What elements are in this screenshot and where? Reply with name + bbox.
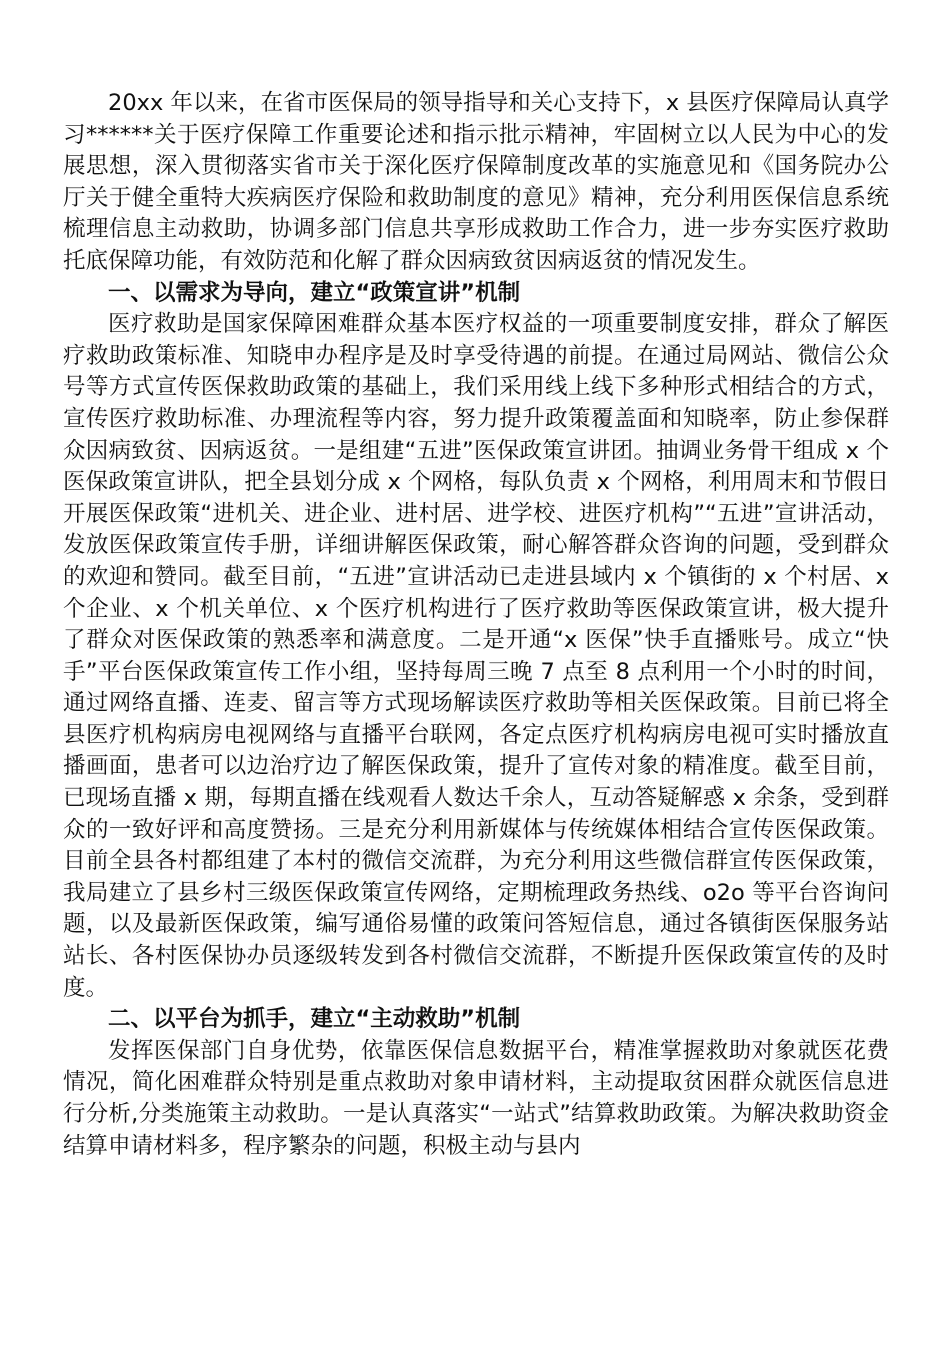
section-2-heading: 二、以平台为抓手，建立“主动救助”机制 — [108, 1006, 521, 1033]
section-1-body: 医疗救助是国家保障困难群众基本医疗权益的一项重要制度安排，群众了解医疗救助政策标准、知晓申办程序是及时享受待遇的前提。在通过局网站、微信公众号等方式宣传医保救助政策的基础上，我们采用线上线下多种形式相结合的方式，宣传医疗救助标准、办理流程等内容，努力提升政策覆盖面和知晓率，防止参保群众因病致贫、因病返贫。一是组建“五进”医保政策宣讲团。抽调业务骨干组成 x 个医保政策宣讲队，把全县划分成 x 个网格，每队负责 x 个网格，利用周末和节假日开展医保政策“进机关、进企业、进村居、进学校、进医疗机构”“五进”宣讲活动，发放医保政策宣传手册，详细讲解医保政策，耐心解答群众咨询的问题，受到群众的欢迎和赞同。截至目前，“五进”宣讲活动已走进县域内 x 个镇街的 x 个村居、x 个企业、x 个机关单位、x 个医疗机构进行了医疗救助等医保政策宣讲，极大提升了群众对医保政策的熟悉率和满意度。二是开通“x 医保”快手直播账号。成立“快手”平台医保政策宣传工作小组，坚持每周三晚 7 点至 8 点利用一个小时的时间，通过网络直播、连麦、留言等方式现场解读医疗救助等相关医保政策。目前已将全县医疗机构病房电视网络与直播平台联网，各定点医疗机构病房电视可实时播放直播画面，患者可以边治疗边了解医保政策，提升了宣传对象的精准度。截至目前，已现场直播 x 期，每期直播在线观看人数达千余人，互动答疑解惑 x 余条，受到群众的一致好评和高度赞扬。三是充分利用新媒体与传统媒体相结合宣传医保政策。目前全县各村都组建了本村的微信交流群，为充分利用这些微信群宣传医保政策，我局建立了县乡村三级医保政策宣传网络，定期梳理政务热线、o2o 等平台咨询问题，以及最新医保政策，编写通俗易懂的政策问答短信息，通过各镇街医保服务站站长、各村医保协办员逐级转发到各村微信交流群，不断提升医保政策宣传的及时度。 — [63, 311, 889, 1001]
section-1-heading: 一、以需求为导向，建立“政策宣讲”机制 — [108, 279, 521, 306]
intro-paragraph: 20xx 年以来，在省市医保局的领导指导和关心支持下，x 县医疗保障局认真学习******关于医疗保障工作重要论述和指示批示精神，牢固树立以人民为中心的发展思想，深入贯彻落实省市关于深化医疗保障制度改革的实施意见和《国务院办公厅关于健全重特大疾病医疗保险和救助制度的意见》精神，充分利用医保信息系统梳理信息主动救助，协调多部门信息共享形成救助工作合力，进一步夯实医疗救助托底保障功能，有效防范和化解了群众因病致贫因病返贫的情况发生。 — [63, 90, 889, 274]
document-page — [63, 88, 889, 1162]
section-2-body: 发挥医保部门自身优势，依靠医保信息数据平台，精准掌握救助对象就医花费情况，简化困难群众特别是重点救助对象申请材料，主动提取贫困群众就医信息进行分析,分类施策主动救助。一是认真落实“一站式”结算救助政策。为解决救助资金结算申请材料多，程序繁杂的问题，积极主动与县内 — [63, 1037, 889, 1159]
